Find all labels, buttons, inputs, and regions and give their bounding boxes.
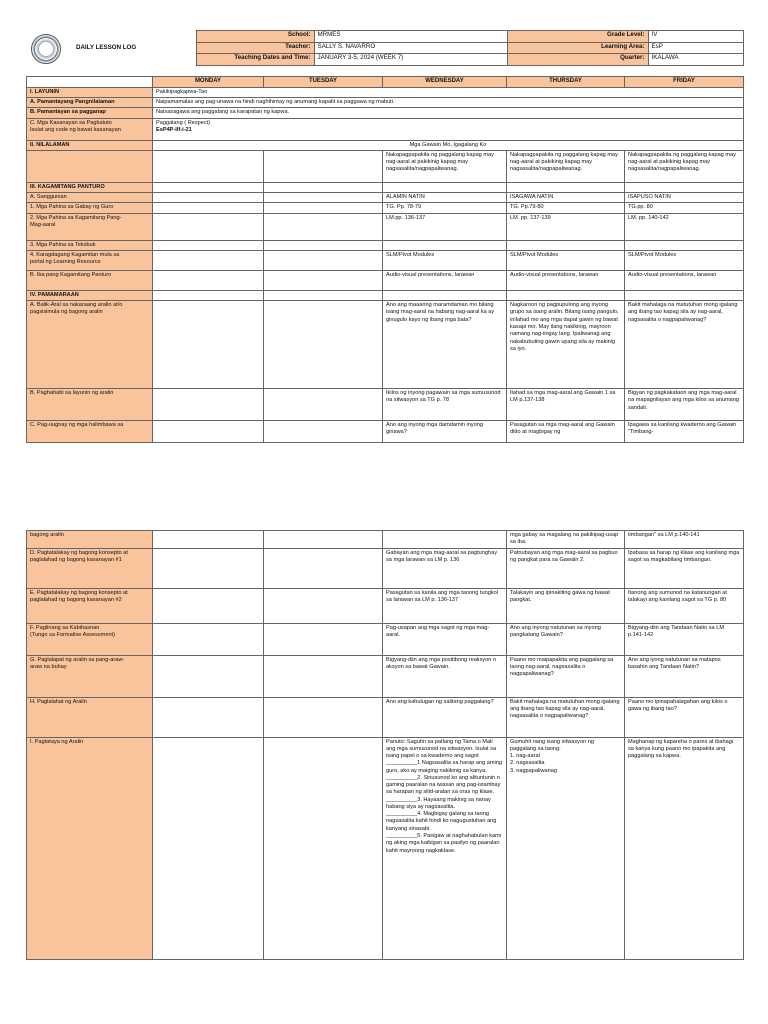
paglalapat-fri: Ano ang iyong natutunan sa matapos basahin ang Tandaan Natin?: [625, 655, 744, 697]
pag-uugnay-thu: Pasagutan sa mga mag-aaral ang Gawain ditto at magbigay ng: [507, 421, 625, 443]
day-header-friday: FRIDAY: [625, 77, 744, 88]
pag-uugnay-label: C. Pag-uugnay ng mga halimbawa sa: [27, 421, 153, 443]
pagtatalakay-1-fri: Ipabasa sa harap ng klase ang kanilang mga sagot sa magkabilang timbangan.: [625, 548, 744, 588]
kasanayan-label: C. Mga Kasanayan sa Pagkatuto Isulat ang code ng bawat kasanayan: [27, 118, 153, 140]
nilalaman-fri: Nakapagpapakita ng paggalang kapag may nag-aaral at pakikinig kapag may nagsasalita/nagpapaliwanag.: [625, 150, 744, 182]
pagtataya-fri: Maghanap ng kapareha o pares at ibahagi sa kanya kung paano mo ipapakita ang paggalang sa kapwa.: [625, 737, 744, 959]
iba-kagamitan-wed: Audio-visual presentations, larawan: [383, 270, 507, 290]
kagamitan-pages-label: 2. Mga Pahina sa Kagamitang Pang- Mag-aaral: [27, 213, 153, 240]
sanggunian-fri: ISAPUSO NATIN: [625, 193, 744, 203]
paghahabi-label: B. Paghahabi sa layunin ng aralin: [27, 389, 153, 421]
dates-label: Teaching Dates and Time:: [196, 54, 314, 66]
paglinang-label: F. Paglinang sa Kabihasnan (Tungo sa Formative Assessment): [27, 623, 153, 655]
paglalahat-thu: Bakit mahalaga na matutuhan mong igalang ang ibang tao kapag sila ay nag-aaral, nagsasalita o nagpapaliwanag?: [507, 697, 625, 737]
learning-resource-label: 4. Karagdagang Kagamitan mula sa portal ng Learning Resource: [27, 250, 153, 270]
pamantayang-pangnilalaman-label: A. Pamantayang Pangnilalaman: [27, 98, 153, 108]
gabay-fri: TG.pp. 80: [625, 203, 744, 213]
kasanayan-cell: [153, 118, 744, 140]
doc-title: DAILY LESSON LOG: [76, 43, 137, 51]
bagong-aralin-label: bagong aralin: [27, 531, 153, 549]
layunin-value: Pakikipagkapwa-Tao: [153, 87, 744, 97]
nilalaman-wed: Nakapagpapakita ng paggalang kapag may nag-aaral at pakikinig kapag may nagsasalita/nagpapaliwanag.: [383, 150, 507, 182]
nilalaman-topic: Mga Gawain Mo, Igagalang Ko: [153, 140, 744, 150]
gabay-thu: TG. Pp.79-80: [507, 203, 625, 213]
pag-uugnay-wed: Ano ang inyong mga damdamin inyong ginawa?: [383, 421, 507, 443]
day-header-tuesday: TUESDAY: [264, 77, 383, 88]
deped-seal-icon: [31, 34, 61, 64]
paglalahat-wed: Ano ang kahulugan ng salitang paggalang?: [383, 697, 507, 737]
kagamitan-pages-fri: LM. pp. 140-142: [625, 213, 744, 240]
kagamitan-pages-thu: LM. pp. 137-139: [507, 213, 625, 240]
paglalapat-wed: Bigyang-diin ang mga positibong reaksyon o aksyon sa bawat Gawain.: [383, 655, 507, 697]
paghahabi-fri: Bigyan ng pagkakataon ang mga mag-aaral na mapagnilayan ang mga kilos sa anumang sandali.: [625, 389, 744, 421]
school-label: School:: [196, 31, 314, 43]
balik-aral-fri: Bakit mahalaga na matutuhan mong igalang ang ibang tao kapag sila ay nag-aaral, nagsasalita o nagpapaliwanag?: [625, 301, 744, 389]
sanggunian-label: A. Sanggunian: [27, 193, 153, 203]
paglalahat-fri: Paano mo ipinapahalagahan ang kilos o gawa ng ibang tao?: [625, 697, 744, 737]
day-header-monday: MONDAY: [153, 77, 264, 88]
sanggunian-thu: ISAGAWA NATIN: [507, 193, 625, 203]
pamantayang-pangnilalaman-value: Naipamamalas ang pag-unawa na hindi naghihintay ng anumang kapalit sa paggawa ng mabuti.: [153, 98, 744, 108]
bagong-aralin-thu: mga gabay sa magalang na pakikipag-usap sa iba.: [507, 531, 625, 549]
pagtatalakay-2-fri: Itanong ang sumunod na katanungan at talakayi ang kanilang sagot sa TG p. 80: [625, 588, 744, 623]
learning-resource-fri: SLM/Pivot Modules: [625, 250, 744, 270]
pagtatalakay-2-wed: Pasagutan sa kanila ang mga tanong tungkol sa larawan sa LM p. 136-137: [383, 588, 507, 623]
pagtataya-thu: Gumuhit nang isang sitwasyon ng paggalang sa taong: 1. nag-aaral 2. nagsasalita 3. nagpapaliwanag: [507, 737, 625, 959]
day-header-wednesday: WEDNESDAY: [383, 77, 507, 88]
iba-kagamitan-thu: Audio-visual presentations, larawan: [507, 270, 625, 290]
lesson-table-part1: [26, 76, 743, 443]
pamantayan-pagganap-label: B. Pamantayan sa pagganap: [27, 108, 153, 118]
paglalapat-thu: Paano mo maipapakita ang paggalang sa taong nag-aaral, nagsasalita o nagpapaliwanag?: [507, 655, 625, 697]
balik-aral-wed: Ano ang maaaring maramdaman mo bilang isang mag-aaral na habang nag-aaral ka ay ginugulo kayo ng ibang mga bata?: [383, 301, 507, 389]
paghahabi-wed: Ikilos ng inyong pagawain sa mga sumusunod na sitwasyon sa TG p. 78: [383, 389, 507, 421]
area-label: Learning Area:: [507, 42, 648, 54]
sanggunian-wed: ALAMIN NATIN: [383, 193, 507, 203]
kasanayan-code: EsP4P-IIf-i-21: [156, 126, 192, 133]
iba-kagamitan-label: B. Iba pang Kagamitang Panturo: [27, 270, 153, 290]
teksbuk-label: 3. Mga Pahina sa Teksbuk: [27, 240, 153, 250]
learning-resource-wed: SLM/Pivot Modules: [383, 250, 507, 270]
paglalapat-label: G. Paglalapat ng aralin sa pang-araw- araw na buhay: [27, 655, 153, 697]
pagtatalakay-1-thu: Patnubayan ang mga mag-aaral sa pagbuo ng pangkat para sa Gawain 2.: [507, 548, 625, 588]
nilalaman-thu: Nakapagpapakita ng paggalang kapag may nag-aaral at pakikinig kapag may nagsasalita/nagpapaliwanag.: [507, 150, 625, 182]
pagtatalakay-2-label: E. Pagtatalakay ng bagong konsepto at paglalahad ng bagong kasanayan #2: [27, 588, 153, 623]
day-header-thursday: THURSDAY: [507, 77, 625, 88]
paglinang-thu: Ano ang inyong natutunan sa inyong pangkatang Gawain?: [507, 623, 625, 655]
balik-aral-thu: Nagkaroon ng pagpupulong ang inyong grupo sa isang aralin. Bilang isang pangulo, inilahad mo ang mga dapat gawin ng bawat kasapi mo. May ilang nakikinig, mayroon namang nag-iingay lang. Ipaliwanag ang nakabubuting gawin upang sila ay makinig sa iyo.: [507, 301, 625, 389]
grade-label: Grade Level:: [507, 31, 648, 43]
dates-value: JANUARY 3-5, 2024 (WEEK 7): [314, 54, 507, 66]
learning-resource-thu: SLM/Pivot Modules: [507, 250, 625, 270]
lesson-table-part2: [26, 530, 743, 960]
grade-value: IV: [648, 31, 743, 43]
school-value: MRMES: [314, 31, 507, 43]
pagtataya-label: I. Pagtataya ng Aralin: [27, 737, 153, 959]
paglinang-wed: Pag-usapan ang mga sagot ng mga mag-aaral.: [383, 623, 507, 655]
quarter-value: IKALAWA: [648, 54, 743, 66]
pagtatalakay-1-label: D. Pagtatalakay ng bagong konsepto at paglalahad ng bagong kasanayan #1: [27, 548, 153, 588]
kagamitan-pages-wed: LM.pp. 136-137: [383, 213, 507, 240]
pagtatalakay-2-thu: Talakayin ang ipinakiting gawa ng bawat pangkat.: [507, 588, 625, 623]
paghahabi-thu: Ilahad sa mga mag-aaral ang Gawain 1 sa LM p.137-138: [507, 389, 625, 421]
iba-kagamitan-fri: Audio-visual presentations, larawan: [625, 270, 744, 290]
paglinang-fri: Bigyang-diin ang Tandaan Natin sa LM p.141-142: [625, 623, 744, 655]
nilalaman-heading: II. NILALAMAN: [27, 140, 153, 150]
layunin-heading: I. LAYUNIN: [27, 87, 153, 97]
lesson-log-header: [26, 30, 743, 66]
gabay-label: 1. Mga Pahina sa Gabay ng Guro: [27, 203, 153, 213]
pagtataya-wed: Panuto: Sagutin sa patlang ng Tama o Mali ang mga sumusunod na sitwasyon. Isulat sa isang papel o sa kwaderno ang sagot __________1 Nagsasalita sa harap ang aming guro, ako ay maiging nakikinig sa kanya. __________2. Sinusunod ko ang alituntunin n gaming paaralan na iwasan ang pag-istambay sa harapan ng silid-aralan sa oras ng klase. __________3. Hayaang makinig sa nanay habang siya ay nagsasalita. __________4. Magbigay galang sa taong nagsasalita kahit hindi ko nagugustuhan ang kanyang sinasabi. __________5. Pasigaw at naghahabulan kami ng aking mga kaibigan sa pasilyo ng paaralan kahit mayroong nagkaklase.: [383, 737, 507, 959]
kasanayan-value: Paggalang ( Respect): [156, 119, 211, 126]
pag-uugnay-fri: Ipagawa sa kanilang kwaderno ang Gawain "Timbang-: [625, 421, 744, 443]
kagamitan-heading: III. KAGAMITANG PANTURO: [27, 182, 153, 192]
pamantayan-pagganap-value: Naisasagawa ang paggalang sa karapatan ng kapwa.: [153, 108, 744, 118]
balik-aral-label: A. Balik-Aral sa nakaraang aralin at/o pagsisimula ng bagong aralin: [27, 301, 153, 389]
pagtatalakay-1-wed: Gabayan ang mga mag-aaral sa pagtunghay sa mga larawan sa LM p. 136: [383, 548, 507, 588]
gabay-wed: TG. Pp. 78-79: [383, 203, 507, 213]
teacher-label: Teacher:: [196, 42, 314, 54]
teacher-value: SALLY S. NAVARRO: [314, 42, 507, 54]
paglalahat-label: H. Paglalahat ng Aralin: [27, 697, 153, 737]
pamamaraan-heading: IV. PAMAMARAAN: [27, 290, 153, 300]
area-value: EsP: [648, 42, 743, 54]
quarter-label: Quarter:: [507, 54, 648, 66]
bagong-aralin-fri: timbangan" sa LM p.140-141: [625, 531, 744, 549]
